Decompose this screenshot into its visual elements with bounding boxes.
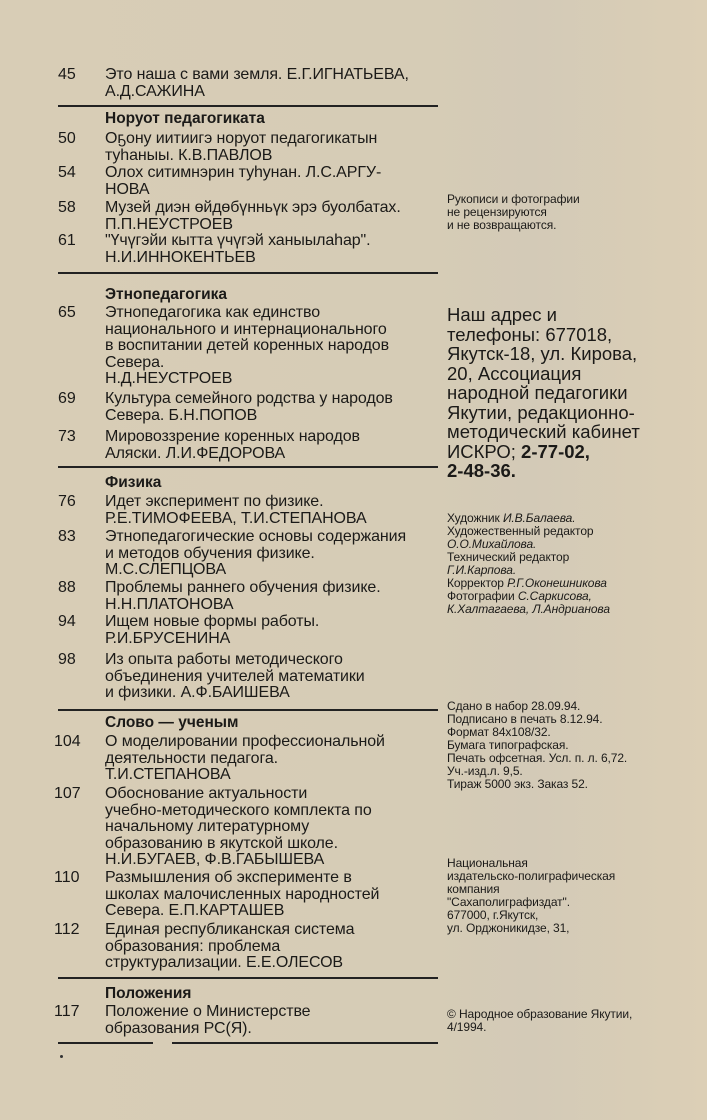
address-line <box>447 442 640 462</box>
entry-line: Музей диэн өйдөбүнньүк эрэ буолбатах. <box>105 199 401 216</box>
page-number: 61 <box>58 232 76 249</box>
section-heading: Физика <box>105 474 162 491</box>
entry-line: Из опыта работы методического <box>105 651 343 668</box>
entry-line: туһаныы. К.В.ПАВЛОВ <box>105 146 273 164</box>
credit-name: Р.Г.Оконешникова <box>507 576 607 590</box>
divider <box>172 1042 438 1044</box>
toc-entry <box>54 921 448 972</box>
page-number: 83 <box>58 528 76 545</box>
entry-line: НОВА <box>105 180 150 198</box>
phone-number: 2-48-36. <box>447 460 516 481</box>
entry-line: "Үчүгэйи кытта үчүгэй ханыылаһар". <box>105 232 371 249</box>
entry-line: Н.И.ИННОКЕНТЬЕВ <box>105 248 256 266</box>
entry-line: Мировоззрение коренных народов <box>105 428 360 445</box>
toc-entry <box>58 494 448 527</box>
credit-role: Технический редактор <box>447 550 570 564</box>
notice-line: не рецензируются <box>447 205 547 219</box>
print-line: Бумага типографская. <box>447 738 569 752</box>
publisher-info <box>447 857 615 935</box>
entry-line: П.П.НЕУСТРОЕВ <box>105 215 233 233</box>
toc-entry <box>58 391 448 424</box>
publisher-line: "Сахаполиграфиздат". <box>447 895 570 909</box>
entry-line: Олох ситимнэрин туһунан. Л.С.АРГУ- <box>105 164 382 181</box>
publisher-line: компания <box>447 882 500 896</box>
credit-name: С.Саркисова, <box>517 589 592 603</box>
page-number: 54 <box>58 164 76 181</box>
entry-line: образованию в якутской школе. <box>105 834 338 852</box>
entry-line: Оҕону иитиигэ норуот педагогикатын <box>105 130 378 147</box>
entry-text <box>105 429 448 462</box>
address-line: телефоны: 677018, <box>447 323 613 345</box>
section-heading: Слово — ученым <box>105 714 239 731</box>
page-number: 98 <box>58 651 76 668</box>
toc-entry <box>58 305 448 388</box>
page-number: 73 <box>58 428 76 445</box>
entry-text <box>105 305 448 388</box>
entry-line: деятельности педагога. <box>105 749 278 767</box>
divider <box>58 1042 153 1044</box>
entry-line: Проблемы раннего обучения физике. <box>105 579 381 596</box>
entry-text <box>105 786 448 869</box>
section-divider <box>58 466 438 468</box>
print-line: Формат 84х108/32. <box>447 725 551 739</box>
credit-name: О.О.Михайлова. <box>447 537 537 551</box>
section-divider <box>58 709 438 711</box>
address-line: методический кабинет <box>447 421 640 442</box>
section-divider <box>58 272 438 274</box>
publisher-line: ул. Орджоникидзе, 31, <box>447 921 570 935</box>
section-divider <box>58 105 438 107</box>
publisher-line: 677000, г.Якутск, <box>447 908 539 922</box>
toc-entry <box>58 233 448 266</box>
address-line: Якутск-18, ул. Кирова, <box>447 343 638 364</box>
page-number: 112 <box>54 921 80 938</box>
credits <box>447 512 610 616</box>
entry-line: Севера. Б.Н.ПОПОВ <box>105 406 258 424</box>
entry-text <box>105 580 448 613</box>
page-number: 107 <box>54 785 81 802</box>
page-number: 45 <box>58 66 76 83</box>
toc-entry <box>54 869 448 920</box>
entry-line: учебно-методического комплекта по <box>105 801 372 819</box>
entry-line: Размышления об эксперименте в <box>105 869 352 886</box>
entry-line: в воспитании детей коренных народов <box>105 337 390 354</box>
entry-line: Севера. <box>105 353 165 371</box>
credit-role: Художественный редактор <box>447 524 594 538</box>
section-heading: Этнопедагогика <box>105 286 227 303</box>
credit-role: Корректор <box>447 576 508 590</box>
toc-entry <box>58 200 448 233</box>
notice-line: и не возвращаются. <box>447 218 557 232</box>
page-number: 76 <box>58 493 76 510</box>
entry-line: Н.Д.НЕУСТРОЕВ <box>105 370 233 387</box>
entry-text <box>105 67 448 100</box>
print-line: Уч.-изд.л. 9,5. <box>447 764 523 778</box>
entry-text <box>105 1004 448 1037</box>
entry-line: Р.Е.ТИМОФЕЕВА, Т.И.СТЕПАНОВА <box>105 509 367 527</box>
entry-line: Положение о Министерстве <box>105 1003 311 1020</box>
page-number: 65 <box>58 304 76 321</box>
entry-line: структурализации. Е.Е.ОЛЕСОВ <box>105 954 343 971</box>
toc-entry <box>54 785 448 869</box>
print-line: Подписано в печать 8.12.94. <box>447 712 603 726</box>
entry-text <box>105 233 448 266</box>
entry-line: Ищем новые формы работы. <box>105 613 320 630</box>
entry-line: Т.И.СТЕПАНОВА <box>105 766 231 783</box>
address-line: 20, Ассоциация <box>447 362 582 384</box>
page-number: 50 <box>58 130 76 147</box>
entry-line: школах малочисленных народностей <box>105 885 380 903</box>
copyright-line: © Народное образование Якутии, <box>447 1007 633 1021</box>
phone-number: 2-77-02, <box>521 440 590 462</box>
section-heading: Положения <box>105 985 192 1002</box>
entry-line: Единая республиканская система <box>105 921 355 938</box>
toc-entry <box>58 652 448 702</box>
toc-entry <box>58 529 448 579</box>
entry-text <box>105 614 448 647</box>
toc-entry <box>58 580 448 613</box>
entry-line: Этнопедагогические основы содержания <box>105 528 407 545</box>
entry-line: Н.И.БУГАЕВ, Ф.В.ГАБЫШЕВА <box>105 851 325 868</box>
credit-name: И.В.Балаева. <box>502 511 576 525</box>
entry-text <box>105 200 448 233</box>
entry-line: объединения учителей математики <box>105 667 365 685</box>
credit-role: Фотографии <box>447 589 518 603</box>
entry-line: образования: проблема <box>105 937 281 955</box>
toc-entry <box>58 429 448 462</box>
entry-text <box>105 652 448 702</box>
contact-address <box>447 305 640 481</box>
address-line: народной педагогики <box>447 382 628 403</box>
page-number: 110 <box>54 869 80 886</box>
copyright-line: 4/1994. <box>447 1020 487 1034</box>
entry-text <box>105 734 448 784</box>
entry-text <box>105 529 448 579</box>
entry-line: М.С.СЛЕПЦОВА <box>105 561 227 578</box>
print-info <box>447 700 627 791</box>
toc-entry <box>54 733 448 784</box>
speck <box>60 1055 63 1058</box>
credit-line <box>447 603 610 616</box>
page-number: 69 <box>58 390 76 407</box>
credit-role: Художник <box>447 511 503 525</box>
page-number: 94 <box>58 613 76 630</box>
section-divider <box>58 977 438 979</box>
credit-name: Г.И.Карпова. <box>447 563 517 577</box>
manuscripts-notice <box>447 193 580 232</box>
address-org: ИСКРО; <box>447 440 522 462</box>
entry-text <box>105 165 448 198</box>
page-number: 88 <box>58 579 76 596</box>
toc-entry <box>58 165 448 198</box>
notice-line: Рукописи и фотографии <box>447 192 580 206</box>
entry-text <box>105 922 448 972</box>
entry-text <box>105 870 448 920</box>
entry-text <box>105 391 448 424</box>
credit-name: К.Халтагаева, Л.Андрианова <box>447 602 610 616</box>
publisher-line: Национальная <box>447 856 528 870</box>
entry-line: Идет эксперимент по физике. <box>105 493 324 510</box>
copyright <box>447 1008 632 1034</box>
entry-line: О моделировании профессиональной <box>105 733 385 750</box>
page-number: 117 <box>54 1003 80 1020</box>
entry-line: Аляски. Л.И.ФЕДОРОВА <box>105 444 286 462</box>
entry-line: Р.И.БРУСЕНИНА <box>105 629 231 647</box>
entry-line: Это наша с вами земля. Е.Г.ИГНАТЬЕВА, <box>105 66 409 83</box>
entry-line: и физики. А.Ф.БАИШЕВА <box>105 684 290 701</box>
entry-line: Севера. Е.П.КАРТАШЕВ <box>105 902 285 919</box>
entry-line: Обоснование актуальности <box>105 785 308 802</box>
print-line: Печать офсетная. Усл. п. л. 6,72. <box>447 751 628 765</box>
toc-entry <box>58 614 448 647</box>
entry-text <box>105 131 448 164</box>
section-heading: Норуот педагогиката <box>105 110 265 127</box>
entry-line: Н.Н.ПЛАТОНОВА <box>105 595 234 613</box>
print-line: Сдано в набор 28.09.94. <box>447 699 581 713</box>
publisher-line: издательско-полиграфическая <box>447 869 616 883</box>
entry-line: национального и интернационального <box>105 320 387 338</box>
print-line: Тираж 5000 экз. Заказ 52. <box>447 777 588 791</box>
address-line: Наш адрес и <box>447 304 558 325</box>
entry-line: и методов обучения физике. <box>105 544 315 562</box>
page-number: 104 <box>54 733 81 750</box>
entry-text <box>105 494 448 527</box>
entry-line: Этнопедагогика как единство <box>105 304 321 321</box>
address-line: Якутии, редакционно- <box>447 401 635 423</box>
page-number: 58 <box>58 199 76 216</box>
entry-line: начальному литературному <box>105 818 310 835</box>
toc-entry <box>58 67 448 100</box>
entry-line: Культура семейного родства у народов <box>105 390 393 407</box>
entry-line: образования РС(Я). <box>105 1019 252 1037</box>
toc-entry <box>54 1003 448 1037</box>
entry-line: А.Д.САЖИНА <box>105 82 205 100</box>
toc-entry <box>58 131 448 164</box>
